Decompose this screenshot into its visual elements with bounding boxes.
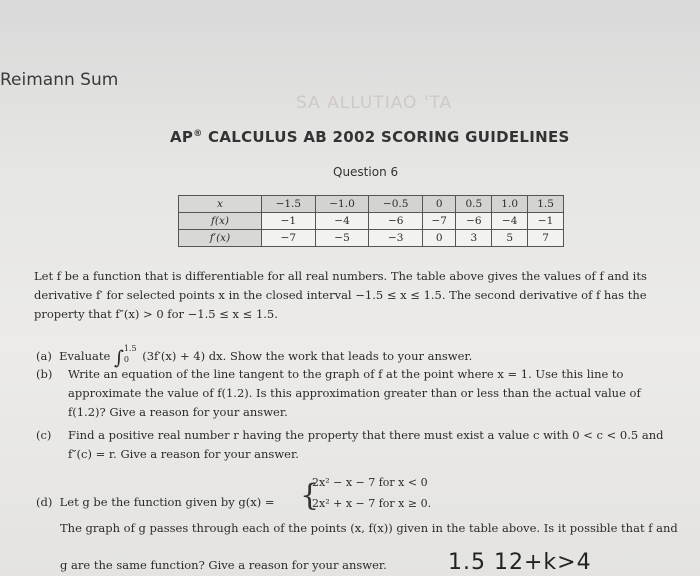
part-d-graph-text: The graph of g passes through each of the points (x, f(x)) given in the table above. Is it possible that f and	[60, 521, 678, 535]
part-c-text: Find a positive real number r having the property that there must exist a value c with 0 < c < 0.5 and f″(c) = r. Give a reason for your answer.	[68, 428, 664, 461]
part-b-label: (b)	[36, 367, 53, 381]
part-b	[36, 365, 666, 422]
row-label: f(x)	[179, 213, 262, 230]
table-cell: −0.5	[369, 196, 423, 213]
table-row-f	[179, 213, 564, 230]
table-cell: −6	[456, 213, 492, 230]
integral-sign: ∫	[113, 347, 124, 369]
row-label: x	[179, 196, 262, 213]
question-label: Question 6	[333, 165, 399, 179]
table-cell: −1	[528, 213, 564, 230]
part-d-last-line: g are the same function? Give a reason for your answer.	[60, 558, 387, 572]
intro-paragraph: Let f be a function that is differentiable for all real numbers. The table above gives the values of f and its derivative f′ for selected points x in the closed interval −1.5 ≤ x ≤ 1.5. The second derivative of f has the property that f″(x) > 0 for −1.5 ≤ x ≤ 1.5.	[34, 269, 647, 321]
header-ap: AP	[170, 128, 194, 146]
part-d-text: Let g be the function given by g(x) =	[59, 495, 275, 509]
table-cell: 0	[423, 230, 456, 247]
piecewise-brace: {	[300, 478, 320, 513]
table-cell: 7	[528, 230, 564, 247]
table-cell: 0	[423, 196, 456, 213]
part-a-label: (a)	[36, 349, 52, 363]
handwritten-notes: 1.5 12+k>4	[448, 550, 592, 575]
table-cell: 1.0	[492, 196, 528, 213]
header-title: CALCULUS AB 2002 SCORING GUIDELINES	[202, 128, 570, 146]
part-c	[36, 426, 666, 464]
table-cell: 0.5	[456, 196, 492, 213]
upper-limit: 1.5	[123, 344, 137, 353]
handwritten-title: Reimann Sum	[0, 70, 119, 90]
part-d-label: (d)	[36, 495, 53, 509]
part-b-text: Write an equation of the line tangent to the graph of f at the point where x = 1. Use this line to approximate the value of f(1.2). Is this approximation greater than or less than the actual value of f(1.2)? Give a reason for your answer.	[68, 367, 641, 419]
lower-limit: 0	[123, 355, 129, 364]
table-cell: −3	[369, 230, 423, 247]
piecewise-line-2: 2x² + x − 7 for x ≥ 0.	[312, 497, 432, 510]
table-cell: −5	[315, 230, 369, 247]
table-row-x	[179, 196, 564, 213]
table-cell: −1.0	[315, 196, 369, 213]
table-cell: −1.5	[262, 196, 316, 213]
table-cell: −6	[369, 213, 423, 230]
part-a-suffix: Show the work that leads to your answer.	[229, 349, 473, 363]
integral-limits	[124, 343, 137, 365]
part-a-prefix: Evaluate	[59, 349, 111, 363]
row-label: f′(x)	[179, 230, 262, 247]
piecewise-line-1: 2x² − x − 7 for x < 0	[312, 476, 428, 489]
table-cell: −7	[423, 213, 456, 230]
bleed-through-text: SA ALLUTIAO 'TA	[296, 93, 453, 113]
table-cell: −7	[262, 230, 316, 247]
values-table	[178, 195, 564, 247]
table-cell: 1.5	[528, 196, 564, 213]
registered-mark: ®	[193, 129, 203, 139]
table-cell: −1	[262, 213, 316, 230]
part-c-label: (c)	[36, 428, 52, 442]
part-a-integrand: (3f′(x) + 4) dx.	[142, 349, 227, 363]
table-row-fprime	[179, 230, 564, 247]
table-cell: 3	[456, 230, 492, 247]
page-header	[170, 128, 570, 146]
table-cell: −4	[492, 213, 528, 230]
table-cell: 5	[492, 230, 528, 247]
table-cell: −4	[315, 213, 369, 230]
